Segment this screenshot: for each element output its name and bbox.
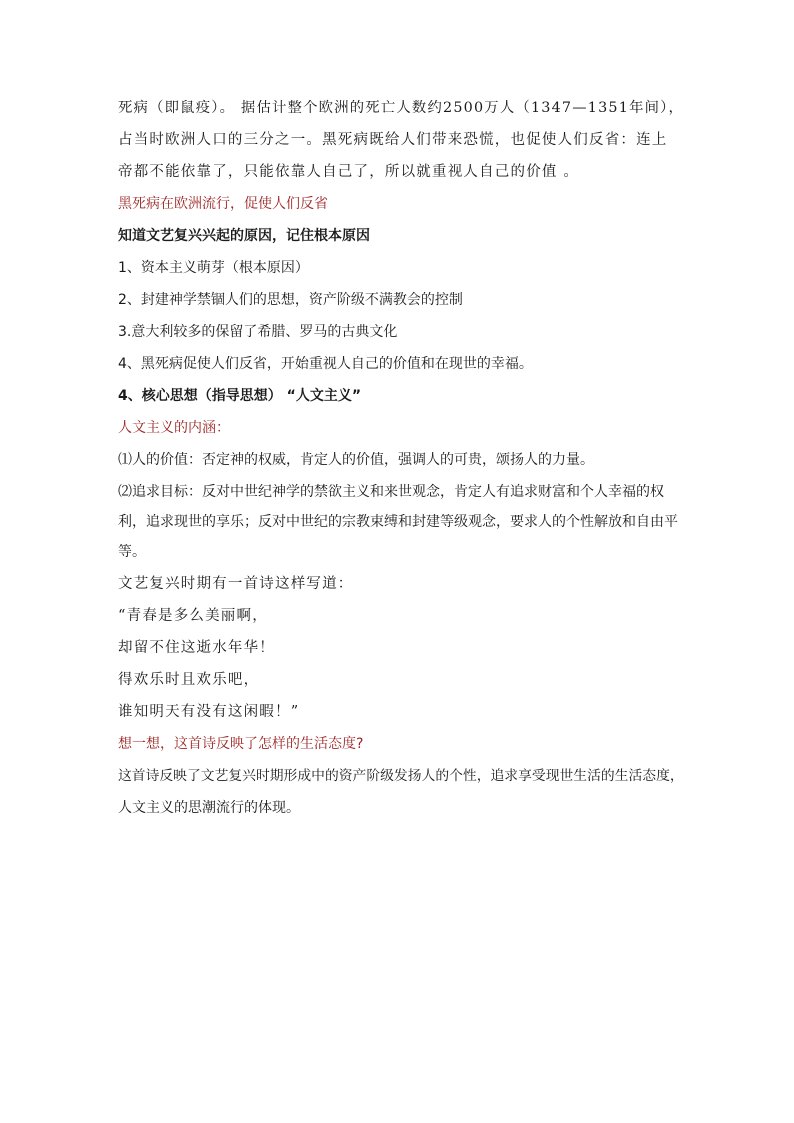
poem-intro: 文艺复兴时期有一首诗这样写道： bbox=[118, 576, 354, 592]
heading-causes: 知道文艺复兴兴起的原因，记住根本原因 bbox=[118, 228, 370, 244]
poem-line-1: “青春是多么美丽啊， bbox=[118, 608, 268, 624]
black-death-line-1: 死病（即鼠疫）。 据估计整个欧洲的死亡人数约2500万人（1347—1351年间）， bbox=[118, 100, 685, 116]
cause-item-4: 4、黑死病促使人们反省，开始重视人自己的价值和在现世的幸福。 bbox=[118, 356, 533, 372]
heading-core-idea: 4、核心思想（指导思想） “人文主义” bbox=[118, 388, 362, 404]
cause-item-3: 3.意大利较多的保留了希腊、罗马的古典文化 bbox=[118, 324, 398, 340]
poem-line-4: 谁知明天有没有这闲暇！” bbox=[118, 704, 300, 720]
answer-line-1: 这首诗反映了文艺复兴时期形成中的资产阶级发扬人的个性，追求享受现世生活的生活态度， bbox=[118, 768, 684, 784]
red-note-black-death: 黑死病在欧洲流行，促使人们反省 bbox=[118, 196, 328, 212]
humanism-point-2-line-2: 利，追求现世的享乐；反对中世纪的宗教束缚和封建等级观念，要求人的个性解放和自由平 bbox=[118, 514, 678, 530]
cause-item-2: 2、封建神学禁锢人们的思想，资产阶级不满教会的控制 bbox=[118, 292, 463, 308]
poem-line-3: 得欢乐时且欢乐吧， bbox=[118, 672, 260, 688]
black-death-line-3: 帝都不能依靠了，只能依靠人自己了，所以就重视人自己的价值 。 bbox=[118, 164, 580, 180]
poem-line-2: 却留不住这逝水年华！ bbox=[118, 640, 275, 656]
answer-line-2: 人文主义的思潮流行的体现。 bbox=[118, 800, 300, 816]
red-note-humanism: 人文主义的内涵： bbox=[118, 420, 230, 436]
humanism-point-2-line-3: 等。 bbox=[118, 544, 146, 560]
humanism-point-2-line-1: ⑵追求目标：反对中世纪神学的禁欲主义和来世观念，肯定人有追求财富和个人幸福的权 bbox=[118, 484, 664, 500]
cause-item-1: 1、资本主义萌芽（根本原因） bbox=[118, 260, 309, 276]
humanism-point-1: ⑴人的价值：否定神的权威，肯定人的价值，强调人的可贵，颂扬人的力量。 bbox=[118, 452, 594, 468]
question-red: 想一想，这首诗反映了怎样的生活态度? bbox=[118, 736, 364, 752]
black-death-line-2: 占当时欧洲人口的三分之一。黑死病既给人们带来恐慌，也促使人们反省：连上 bbox=[118, 132, 668, 148]
